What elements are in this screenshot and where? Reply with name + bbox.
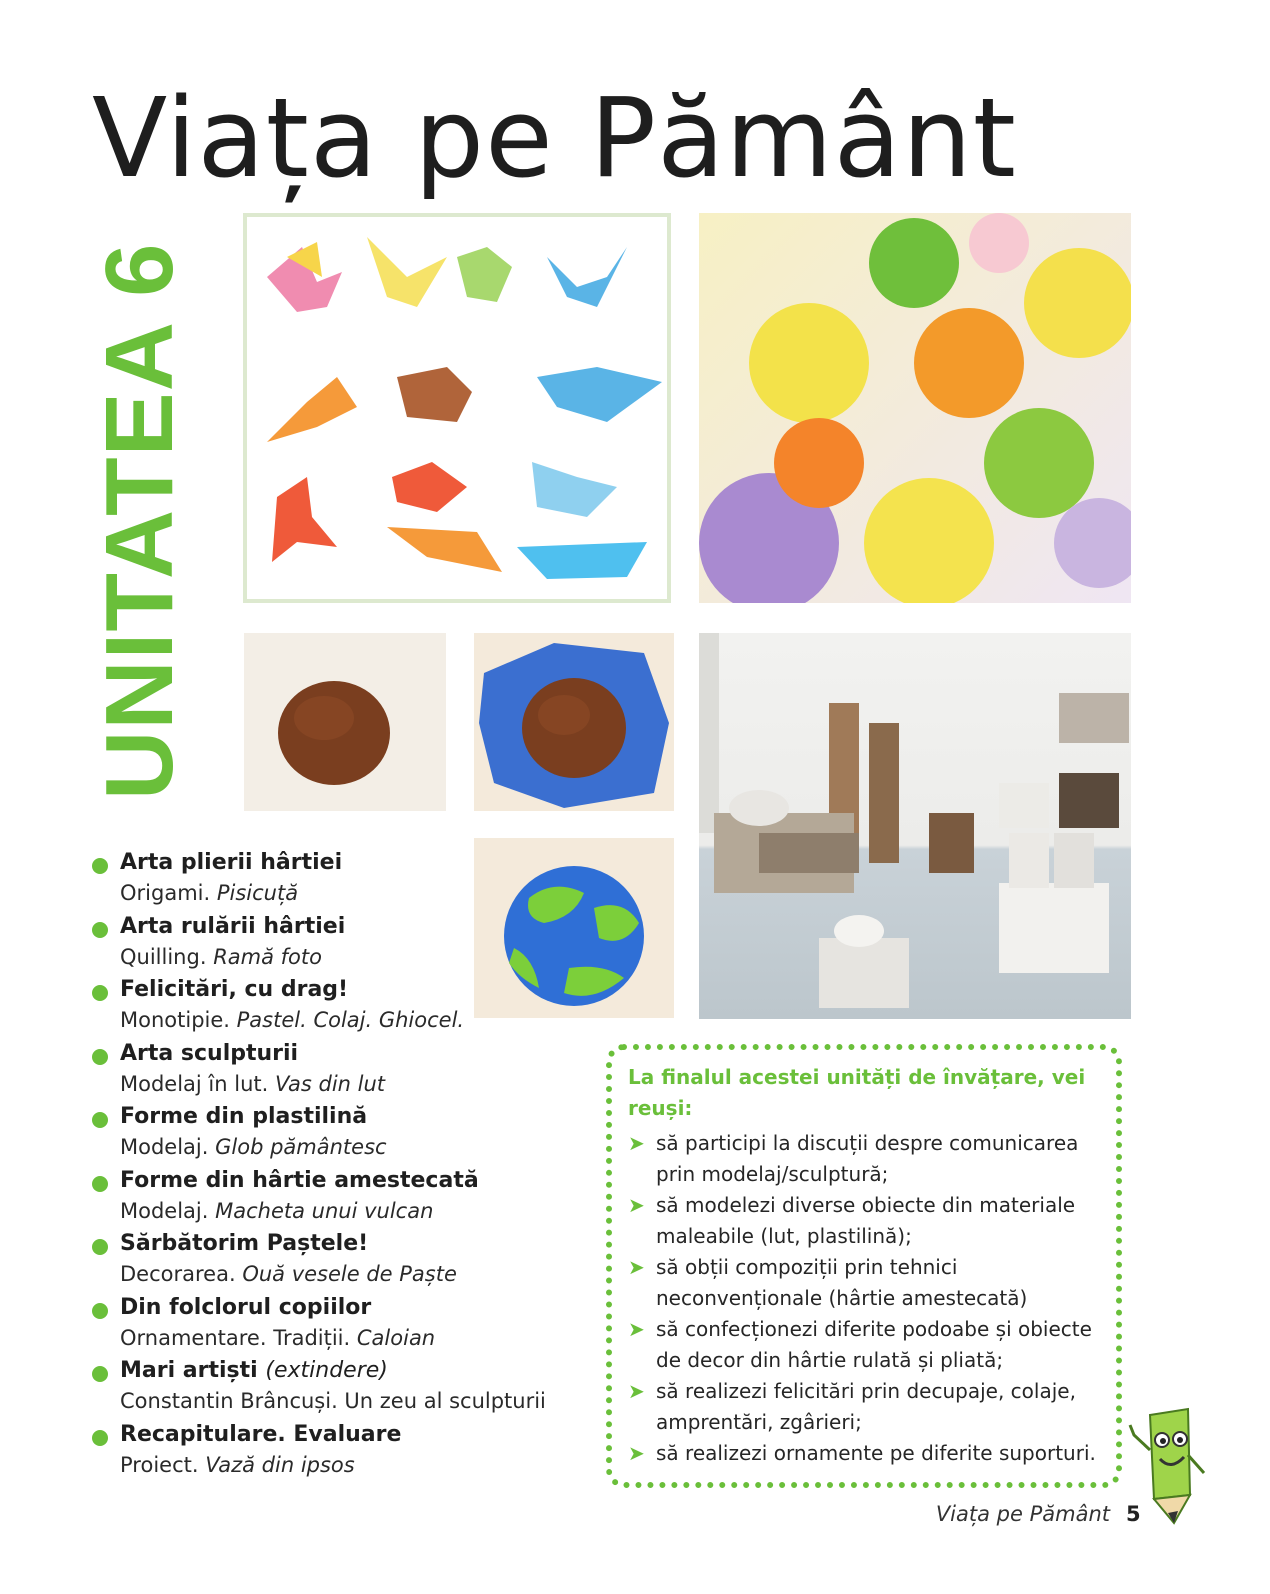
- lesson-subtitle-italic: Ramă foto: [213, 944, 322, 969]
- arrow-icon: ➤: [628, 1131, 645, 1155]
- lesson-subtitle: Constantin Brâncuși. Un zeu al sculpturii: [120, 1389, 546, 1413]
- page-title: Viața pe Pământ: [92, 74, 1017, 202]
- lesson-item: [92, 1356, 592, 1420]
- lesson-title: Forme din plastilină: [120, 1104, 368, 1129]
- arrow-icon: ➤: [628, 1193, 645, 1217]
- lesson-subtitle-italic: Ouă vesele de Paște: [242, 1262, 457, 1286]
- arrow-icon: ➤: [628, 1317, 645, 1341]
- goal-item: ➤ să realizezi felicitări prin decupaje, colaje, amprentări, zgârieri;: [628, 1376, 1102, 1438]
- goal-item: ➤ să participi la discuții despre comunicarea prin modelaj/sculptură;: [628, 1128, 1102, 1190]
- learning-goals-box: [606, 1044, 1122, 1488]
- bullet-icon: [92, 858, 108, 874]
- page-number: 5: [1126, 1502, 1141, 1526]
- lesson-subtitle: Decorarea.: [120, 1262, 236, 1286]
- lesson-item: [92, 1229, 592, 1293]
- lesson-subtitle-italic: Glob pământesc: [215, 1135, 387, 1159]
- lesson-subtitle: Modelaj în lut.: [120, 1071, 269, 1096]
- bullet-icon: [92, 1303, 108, 1319]
- lesson-title: Arta plierii hârtiei: [120, 850, 343, 875]
- goal-item: ➤ să realizezi ornamente pe diferite suporturi.: [628, 1438, 1102, 1469]
- footer-title: Viața pe Pământ: [935, 1502, 1110, 1526]
- lesson-subtitle-italic: Caloian: [356, 1325, 436, 1350]
- goal-item: ➤ să modelezi diverse obiecte din materiale maleabile (lut, plastilină);: [628, 1190, 1102, 1252]
- lesson-item: [92, 1420, 592, 1484]
- lesson-title: Din folclorul copiilor: [120, 1294, 372, 1320]
- lesson-subtitle: Ornamentare. Tradiții.: [120, 1325, 351, 1350]
- quilling-image: [699, 213, 1131, 603]
- lesson-item: [92, 975, 592, 1039]
- bullet-icon: [92, 1239, 108, 1255]
- lesson-subtitle: Modelaj.: [120, 1198, 209, 1223]
- lesson-subtitle-italic: Vază din ipsos: [205, 1452, 355, 1477]
- lesson-subtitle-italic: Macheta unui vulcan: [215, 1198, 434, 1223]
- lesson-item: [92, 912, 592, 976]
- bullet-icon: [92, 1049, 108, 1065]
- lesson-item: [92, 1293, 592, 1357]
- lesson-title: Mari artiști: [120, 1358, 258, 1383]
- lesson-subtitle: Quilling.: [120, 944, 207, 969]
- clay-on-blue-image: [474, 633, 674, 811]
- bullet-icon: [92, 1366, 108, 1382]
- lesson-title: Forme din hârtie amestecată: [120, 1167, 479, 1193]
- goal-item: ➤ să confecționezi diferite podoabe și obiecte de decor din hârtie rulată și pliată;: [628, 1314, 1102, 1376]
- lesson-subtitle: Monotipie.: [120, 1008, 230, 1032]
- lesson-title: Sărbătorim Paștele!: [120, 1231, 369, 1256]
- lesson-subtitle: Origami.: [120, 881, 211, 905]
- lesson-title: Arta rulării hârtiei: [120, 913, 346, 939]
- lesson-title: Recapitulare. Evaluare: [120, 1421, 402, 1447]
- goal-item: ➤ să obții compoziții prin tehnici neconvenționale (hârtie amestecată): [628, 1252, 1102, 1314]
- lesson-title: Felicitări, cu drag!: [120, 977, 349, 1002]
- lesson-subtitle: Proiect.: [120, 1452, 199, 1477]
- lesson-list: [92, 848, 592, 1483]
- origami-image: [243, 213, 671, 603]
- lesson-title: Arta sculpturii: [120, 1040, 299, 1066]
- lesson-extra: (extindere): [265, 1358, 388, 1383]
- bullet-icon: [92, 1176, 108, 1192]
- lesson-item: [92, 1102, 592, 1166]
- bullet-icon: [92, 1112, 108, 1128]
- lesson-subtitle: Modelaj.: [120, 1135, 209, 1159]
- arrow-icon: ➤: [628, 1441, 645, 1465]
- arrow-icon: ➤: [628, 1379, 645, 1403]
- lesson-item: [92, 1039, 592, 1103]
- lesson-subtitle-italic: Pastel. Colaj. Ghiocel.: [236, 1008, 465, 1032]
- goals-heading: La finalul acestei unități de învățare, vei reuși:: [628, 1065, 1086, 1120]
- unit-label: UNITATEA 6: [86, 242, 193, 800]
- lesson-subtitle-italic: Pisicuță: [216, 881, 299, 905]
- lesson-subtitle-italic: Vas din lut: [275, 1071, 386, 1096]
- lesson-item: [92, 848, 592, 912]
- sculpture-studio-image: [699, 633, 1131, 1019]
- bullet-icon: [92, 985, 108, 1001]
- bullet-icon: [92, 922, 108, 938]
- lesson-item: [92, 1166, 592, 1230]
- goals-list: [628, 1128, 1102, 1469]
- bullet-icon: [92, 1430, 108, 1446]
- arrow-icon: ➤: [628, 1255, 645, 1279]
- clay-ball-image: [244, 633, 446, 811]
